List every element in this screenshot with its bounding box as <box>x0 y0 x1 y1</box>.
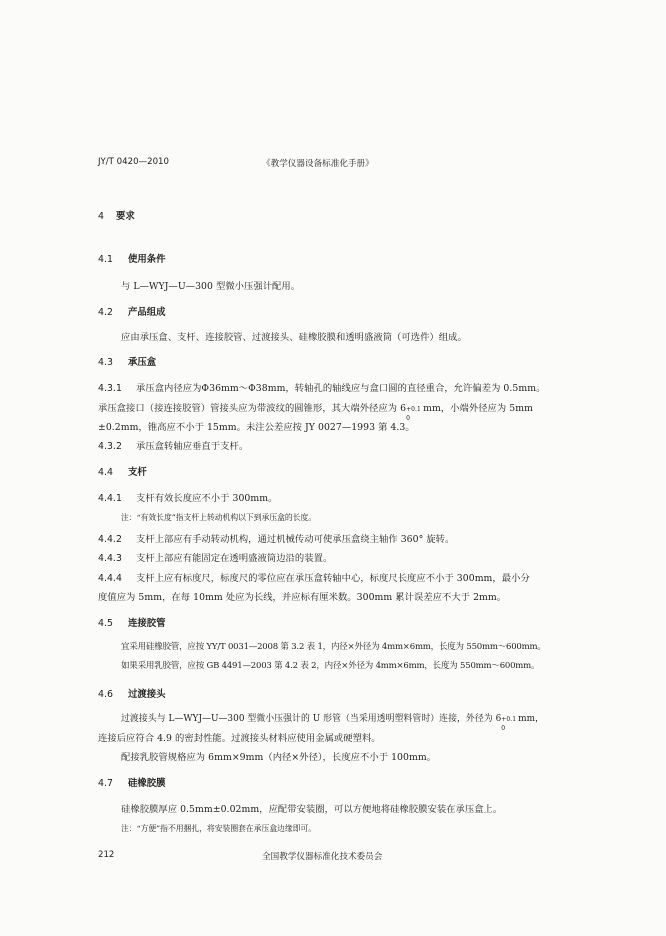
clause-number: 4.4.3 <box>98 553 122 564</box>
book-title: 《教学仪器设备标准化手册》 <box>262 159 374 169</box>
tolerance-base: 6 <box>400 403 407 414</box>
section-number: 4.6 <box>98 689 113 700</box>
section-4-2-body: 应由承压盒、支杆、连接胶管、过渡接头、硅橡胶膜和透明盛液筒（可选件）组成。 <box>121 332 467 343</box>
section-4-7-heading <box>98 775 166 789</box>
section-title: 产品组成 <box>128 307 166 318</box>
clause-text: mm，小端外径应为 5mm <box>420 403 533 414</box>
section-4-7-note: 注：“方便”指不用捆扎，将安装圈套在承压盒边缘即可。 <box>121 824 317 833</box>
section-number: 4.7 <box>98 778 113 789</box>
clause-text: 承压盒转轴应垂直于支杆。 <box>136 441 249 452</box>
clause-text: 支杆上部应有能固定在透明盛液筒边沿的装置。 <box>136 553 333 564</box>
section-title: 使用条件 <box>128 254 166 265</box>
section-number: 4.2 <box>98 307 113 318</box>
clause-number: 4.3.1 <box>98 383 122 394</box>
section-4-1-heading <box>98 251 166 265</box>
doc-code: JY/T 0420—2010 <box>98 157 169 167</box>
clause-text: 承压盒内径应为Φ36mm～Φ38mm，转轴孔的轴线应与盒口圆的直径重合，允许偏差为 0.5mm。 <box>136 383 546 394</box>
section-4-3-heading <box>98 354 156 368</box>
section-4-1-body: 与 L—WYJ—U—300 型微小压强计配用。 <box>121 281 301 292</box>
clause-4-4-3 <box>98 550 332 564</box>
clause-text: mm， <box>515 714 545 724</box>
clause-number: 4.4.4 <box>98 573 122 584</box>
clause-4-3-1-line2 <box>98 400 533 422</box>
clause-number: 4.3.2 <box>98 441 122 452</box>
tolerance-base: 6 <box>495 714 502 724</box>
section-title: 过渡接头 <box>128 689 166 700</box>
clause-4-3-1-line3: ±0.2mm，锥高应不小于 15mm。未注公差应按 JY 0027—1993 第 4.3。 <box>98 422 415 433</box>
section-number: 4.5 <box>98 618 113 629</box>
section-title: 承压盒 <box>128 357 157 368</box>
section-4-heading <box>98 208 135 222</box>
clause-text: 支杆上应有标度尺，标度尺的零位应在承压盒转轴中心，标度尺长度应不小于 300mm，最小分 <box>136 573 530 584</box>
section-title: 支杆 <box>128 467 147 478</box>
clause-4-4-1 <box>98 490 277 504</box>
section-4-4-heading <box>98 464 147 478</box>
section-number: 4 <box>98 211 104 222</box>
section-4-5-heading <box>98 615 166 629</box>
section-4-6-line1 <box>121 711 545 732</box>
clause-number: 4.4.1 <box>98 493 122 504</box>
section-4-6-heading <box>98 686 166 700</box>
clause-4-4-4-line2: 度值应为 5mm，在每 10mm 处应为长线，并应标有厘米数。300mm 累计误差应不大于 2mm。 <box>98 592 507 603</box>
clause-text: 承压盒接口（接连接胶管）管接头应为带波纹的圆锥形，其大端外径应为 <box>98 403 401 414</box>
tolerance-upper: +0.1 <box>406 406 421 413</box>
section-4-7-body: 硅橡胶膜厚应 0.5mm±0.02mm，应配带安装圈，可以方便地将硅橡胶膜安装在承压盒上。 <box>121 804 503 815</box>
clause-4-4-1-note: 注：“有效长度”指支杆上转动机构以下到承压盒的长度。 <box>121 513 317 522</box>
clause-text: 过渡接头与 L—WYJ—U—300 型微小压强计的 U 形管（当采用透明塑料管时）连接，外径为 <box>121 714 496 724</box>
section-number: 4.1 <box>98 254 113 265</box>
clause-number: 4.4.2 <box>98 534 122 545</box>
clause-4-4-2 <box>98 531 454 545</box>
section-4-5-line1: 宜采用硅橡胶管，应按 YY/T 0031—2008 第 3.2 表 1，内径×外径为 4mm×6mm，长度为 550mm～600mm。 <box>121 642 546 652</box>
section-4-6-line2: 连接后应符合 4.9 的密封性能。过渡接头材料应使用金属或硬塑料。 <box>98 733 381 744</box>
clause-4-4-4-line1 <box>98 570 530 584</box>
section-title: 要求 <box>116 211 135 222</box>
tolerance-upper: +0.1 <box>501 716 517 723</box>
section-title: 连接胶管 <box>128 618 166 629</box>
section-4-5-line2: 如果采用乳胶管，应按 GB 4491—2003 第 4.2 表 2，内径×外径为 4mm×6mm，长度为 550mm～600mm。 <box>121 661 540 671</box>
clause-4-3-2 <box>98 438 248 452</box>
tolerance-lower: 0 <box>406 415 410 422</box>
publisher: 全国教学仪器标准化技术委员会 <box>262 852 383 862</box>
section-number: 4.4 <box>98 467 113 478</box>
section-4-2-heading <box>98 304 166 318</box>
section-4-6-line3: 配接乳胶管规格应为 6mm×9mm（内径×外径），长度应不小于 100mm。 <box>121 752 437 763</box>
tolerance-lower: 0 <box>501 725 506 732</box>
clause-text: 支杆上部应有手动转动机构，通过机械传动可使承压盒绕主轴作 360° 旋转。 <box>136 534 455 545</box>
section-number: 4.3 <box>98 357 113 368</box>
clause-4-3-1-line1 <box>98 380 545 394</box>
section-title: 硅橡胶膜 <box>128 778 166 789</box>
clause-text: 支杆有效长度应不小于 300mm。 <box>136 493 278 504</box>
page-number: 212 <box>98 850 115 860</box>
